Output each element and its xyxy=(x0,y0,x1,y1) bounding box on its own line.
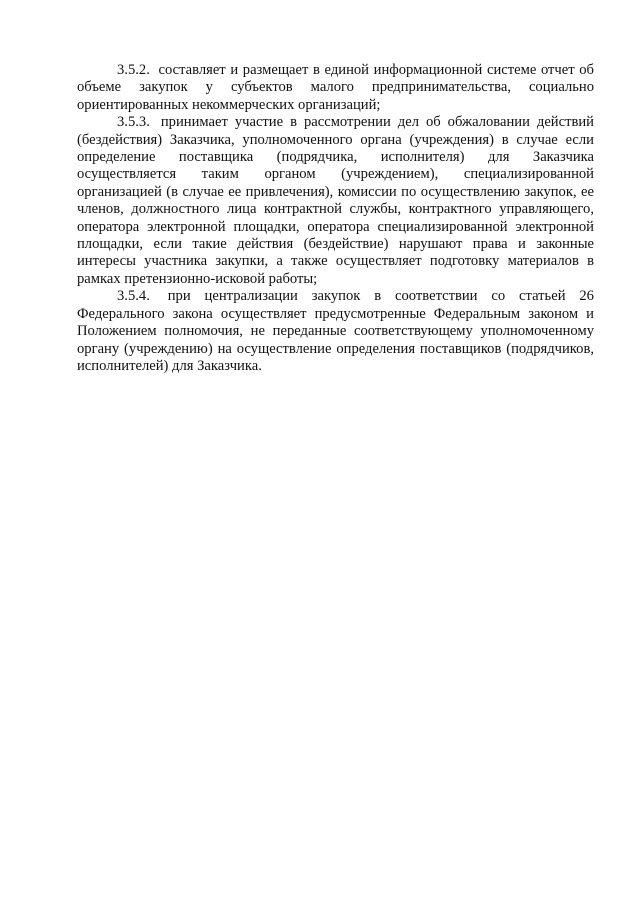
paragraph-number: 3.5.2. xyxy=(117,62,150,78)
paragraph-3-5-3 xyxy=(77,114,594,288)
paragraph-3-5-4 xyxy=(77,288,594,375)
document-body xyxy=(77,62,594,375)
paragraph-text: составляет и размещает в единой информационной системе отчет об объеме закупок у субъектов малого предпринимательства, социально ориентированных некоммерческих организаций; xyxy=(77,62,594,113)
paragraph-text: принимает участие в рассмотрении дел об обжаловании действий (бездействия) Заказчика, уполномоченного органа (учреждения) в случае если определение поставщика (подрядчика, исполнителя) для Заказчика осуществляется таким органом (учреждением), специализированной организацией (в случае ее привлечения), комиссии по осуществлению закупок, ее членов, должностного лица контрактной службы, контрактного управляющего, оператора электронной площадки, оператора специализированной электронной площадки, если такие действия (бездействие) нарушают права и законные интересы участника закупки, а также осуществляет подготовку материалов в рамках претензионно-исковой работы; xyxy=(77,114,594,287)
paragraph-number: 3.5.4. xyxy=(117,288,150,305)
paragraph-3-5-2 xyxy=(77,62,594,114)
paragraph-number: 3.5.3. xyxy=(117,114,150,131)
paragraph-text: при централизации закупок в соответствии со статьей 26 Федерального закона осуществляет предусмотренные Федеральным законом и Положением полномочия, не переданные соответствующему уполномоченному органу (учреждению) на осуществление определения поставщиков (подрядчиков, исполнителей) для Заказчика. xyxy=(77,288,594,374)
